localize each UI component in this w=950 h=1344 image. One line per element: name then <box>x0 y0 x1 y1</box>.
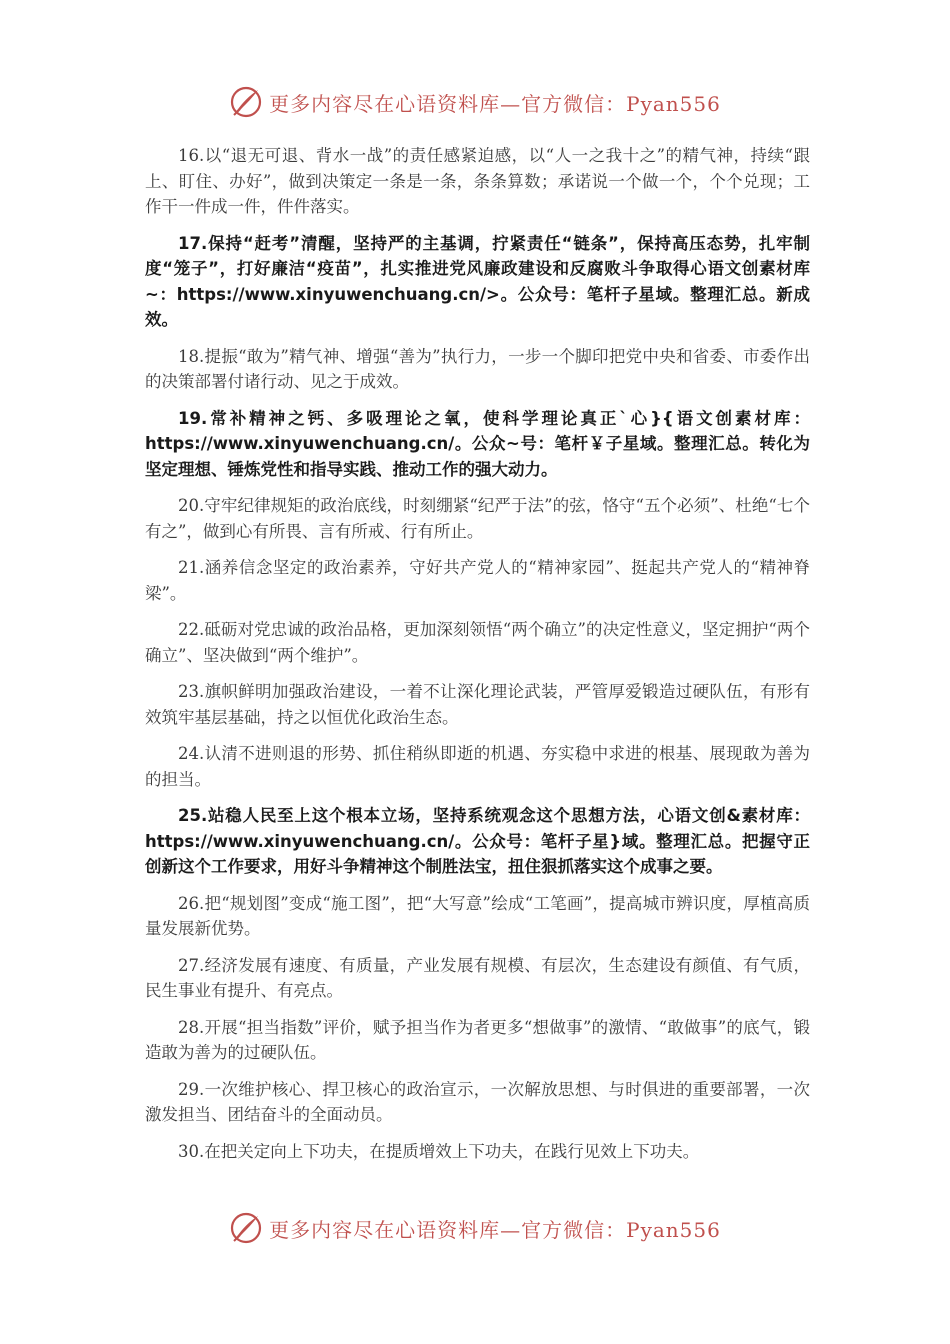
footer-banner-text: 更多内容尽在心语资料库—官方微信：Pyan556 <box>269 1217 721 1242</box>
paragraph-19: 19.常补精神之钙、多吸理论之氧，使科学理论真正`心}{语文创素材库：https://www.xinyuwenchuang.cn/。公众~号：笔杆￥子星域。整理汇总。转化为坚定理想、锤炼党性和指导实践、推动工作的强大动力。 <box>145 408 810 479</box>
paragraph-22: 22.砥砺对党忠诚的政治品格，更加深刻领悟“两个确立”的决定性意义，坚定拥护“两个确立”、坚决做到“两个维护”。 <box>145 620 810 665</box>
article-body <box>145 143 810 1175</box>
header-banner[interactable] <box>0 82 950 122</box>
paragraph-18: 18.提振“敢为”精气神、增强“善为”执行力，一步一个脚印把党中央和省委、市委作出的决策部署付诸行动、见之于成效。 <box>145 346 810 391</box>
paragraph-21: 21.涵养信念坚定的政治素养，守好共产党人的“精神家园”、挺起共产党人的“精神脊梁”。 <box>145 558 810 603</box>
paragraph-25: 25.站稳人民至上这个根本立场，坚持系统观念这个思想方法，心语文创&素材库：https://www.xinyuwenchuang.cn/。公众号：笔杆子星}域。整理汇总。把握守正创新这个工作要求，用好斗争精神这个制胜法宝，扭住狠抓落实这个成事之要。 <box>145 806 810 876</box>
paragraph-23: 23.旗帜鲜明加强政治建设，一着不让深化理论武装，严管厚爱锻造过硬队伍，有形有效筑牢基层基础，持之以恒优化政治生态。 <box>145 682 810 727</box>
footer-banner[interactable] <box>0 1208 950 1248</box>
paragraph-29: 29.一次维护核心、捍卫核心的政治宣示，一次解放思想、与时俱进的重要部署，一次激发担当、团结奋斗的全面动员。 <box>145 1079 810 1124</box>
paragraph-26: 26.把“规划图”变成“施工图”，把“大写意”绘成“工笔画”，提高城市辨识度，厚植高质量发展新优势。 <box>145 893 810 938</box>
paragraph-20: 20.守牢纪律规矩的政治底线，时刻绷紧“纪严于法”的弦，恪守“五个必须”、杜绝“七个有之”，做到心有所畏、言有所戒、行有所止。 <box>145 496 810 541</box>
header-banner-text: 更多内容尽在心语资料库—官方微信：Pyan556 <box>269 91 721 116</box>
paragraph-28: 28.开展“担当指数”评价，赋予担当作为者更多“想做事”的激情、“敢做事”的底气，锻造敢为善为的过硬队伍。 <box>145 1017 810 1062</box>
paragraph-30: 30.在把关定向上下功夫，在提质增效上下功夫，在践行见效上下功夫。 <box>178 1141 700 1161</box>
paragraph-17: 17.保持“赶考”清醒，坚持严的主基调，拧紧责任“链条”，保持高压态势，扎牢制度“笼子”，打好廉洁“疫苗”，扎实推进党风廉政建设和反腐败斗争取得心语文创素材库~：https://www.xinyuwenchuang.cn/>。公众号：笔杆子星域。整理汇总。新成效。 <box>145 233 810 329</box>
quill-pen-icon <box>229 85 263 119</box>
paragraph-16: 16.以“退无可退、背水一战”的责任感紧迫感，以“人一之我十之”的精气神，持续“跟上、盯住、办好”，做到决策定一条是一条，条条算数；承诺说一个做一个，个个兑现；工作干一件成一件，件件落实。 <box>145 146 810 216</box>
quill-pen-icon <box>229 1211 263 1245</box>
paragraph-27: 27.经济发展有速度、有质量，产业发展有规模、有层次，生态建设有颜值、有气质，民生事业有提升、有亮点。 <box>145 955 810 1000</box>
paragraph-24: 24.认清不进则退的形势、抓住稍纵即逝的机遇、夯实稳中求进的根基、展现敢为善为的担当。 <box>145 744 810 789</box>
